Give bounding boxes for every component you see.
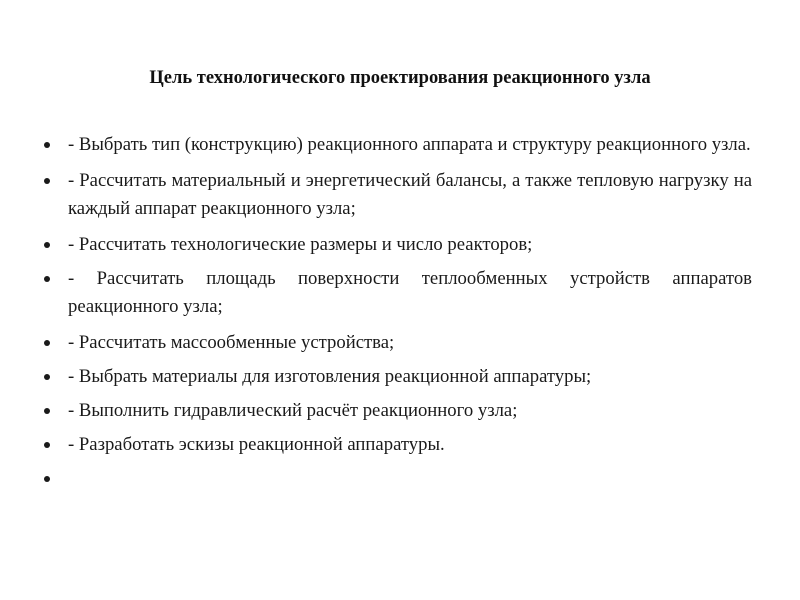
bullet-list	[44, 131, 752, 467]
bullet-item	[44, 431, 752, 459]
bullet-item	[44, 131, 752, 159]
bullet-dot-icon	[44, 408, 50, 414]
slide-title: Цель технологического проектирования реакционного узла	[149, 68, 651, 88]
bullet-text: - Рассчитать площадь поверхности теплообменных устройств аппаратов реакционного узла;	[68, 268, 752, 317]
bullet-text: - Рассчитать технологические размеры и число реакторов;	[68, 234, 533, 255]
bullet-item	[44, 363, 752, 391]
bullet-dot-icon	[44, 374, 50, 380]
bullet-dot-icon	[44, 476, 50, 482]
bullet-item	[44, 329, 752, 357]
bullet-dot-icon	[44, 442, 50, 448]
bullet-item	[44, 231, 752, 259]
bullet-dot-icon	[44, 340, 50, 346]
bullet-text: - Выбрать тип (конструкцию) реакционного аппарата и структуру реакционного узла.	[68, 134, 751, 155]
bullet-dot-icon	[44, 242, 50, 248]
bullet-item	[44, 397, 752, 425]
bullet-item	[44, 167, 752, 223]
bullet-item	[44, 265, 752, 321]
bullet-text: - Рассчитать материальный и энергетический балансы, а также тепловую нагрузку на каждый аппарат реакционного узла;	[68, 170, 752, 219]
bullet-dot-icon	[44, 276, 50, 282]
bullet-dot-icon	[44, 142, 50, 148]
bullet-text: - Рассчитать массообменные устройства;	[68, 332, 395, 353]
bullet-text: - Разработать эскизы реакционной аппаратуры.	[68, 434, 445, 455]
bullet-dot-icon	[44, 178, 50, 184]
bullet-text: - Выполнить гидравлический расчёт реакционного узла;	[68, 400, 518, 421]
bullet-text: - Выбрать материалы для изготовления реакционной аппаратуры;	[68, 366, 592, 387]
